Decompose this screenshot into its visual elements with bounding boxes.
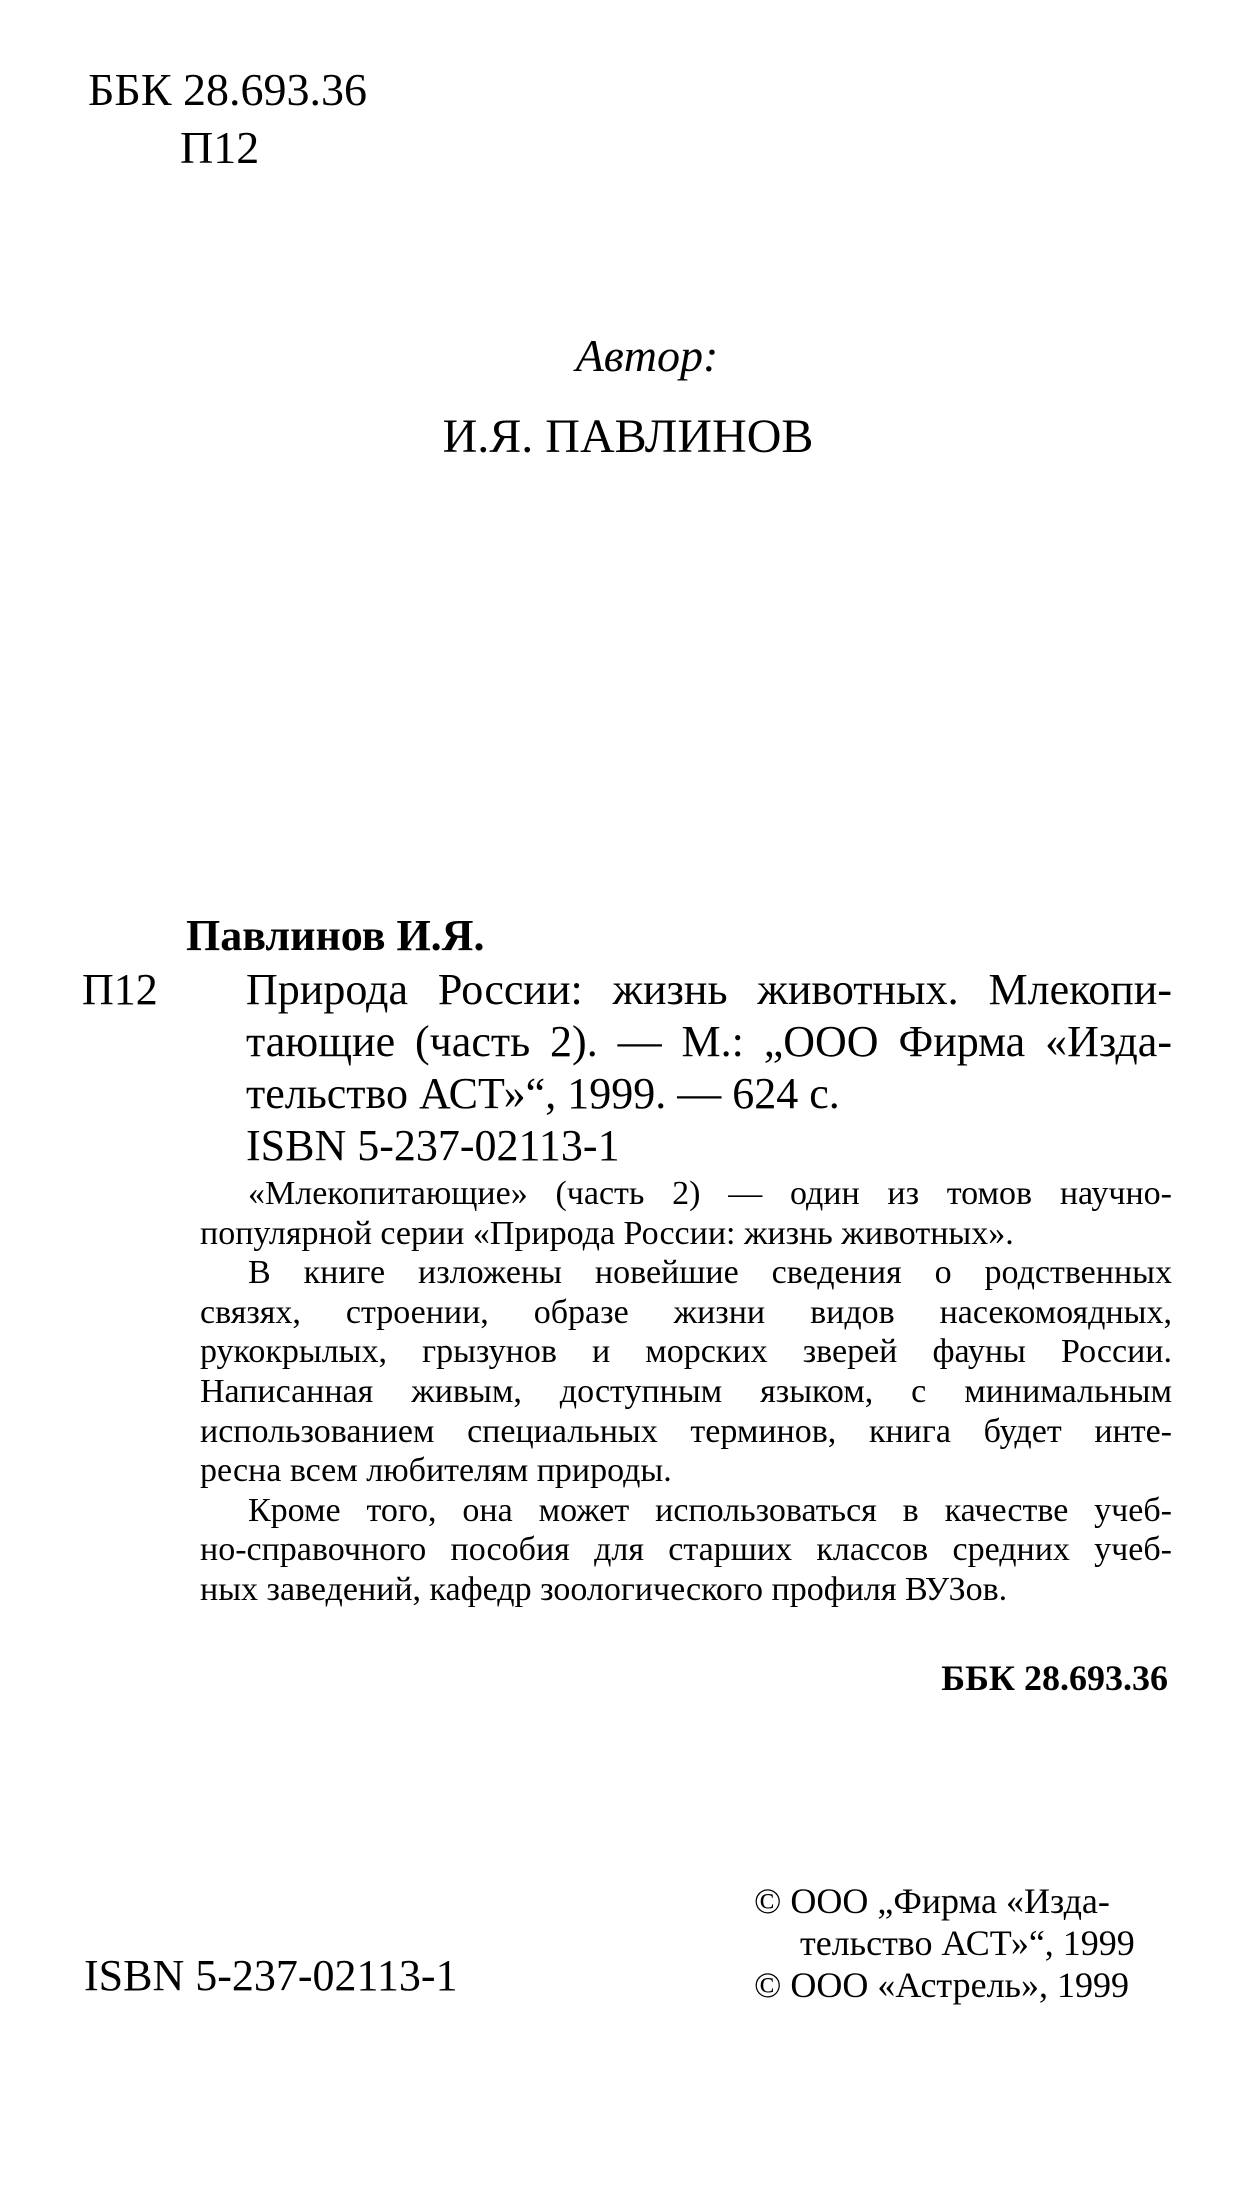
catalog-card-author: Павлинов И.Я. <box>186 911 485 960</box>
catalog-card-author-mark: П12 <box>82 965 158 1014</box>
author-label: Автор: <box>575 330 719 381</box>
catalog-line: Природа России: жизнь животных. Млекопи- <box>246 965 1172 1014</box>
catalog-line: тельство АСТ»“, 1999. — 624 с. <box>246 1069 840 1118</box>
annotation-line: В книге изложены новейшие сведения о родственных <box>248 1254 1172 1292</box>
catalog-isbn: ISBN 5-237-02113-1 <box>246 1121 620 1170</box>
annotation-line: но-справочного пособия для старших классов средних учеб- <box>200 1531 1172 1569</box>
author-mark-top: П12 <box>180 122 260 173</box>
isbn-number: ISBN 5-237-02113-1 <box>84 1951 458 2000</box>
annotation-line: Написанная живым, доступным языком, с минимальным <box>200 1372 1172 1410</box>
annotation-line: использованием специальных терминов, книга будет инте- <box>200 1412 1172 1450</box>
bbk-classification-top: ББК 28.693.36 <box>88 64 368 115</box>
annotation <box>200 1174 1172 1610</box>
annotation-line: ных заведений, кафедр зоологического профиля ВУЗов. <box>200 1570 1008 1608</box>
copyright-line: тельство АСТ»“, 1999 <box>800 1923 1135 1963</box>
annotation-line: связях, строении, образе жизни видов насекомоядных, <box>200 1293 1172 1331</box>
catalog-card-description <box>246 964 1172 1172</box>
copyright-block <box>754 1880 1135 2006</box>
annotation-line: Кроме того, она может использоваться в качестве учеб- <box>248 1491 1172 1529</box>
annotation-line: «Млекопитающие» (часть 2) — один из томов научно- <box>248 1175 1172 1212</box>
copyright-line: © ООО «Астрель», 1999 <box>754 1965 1129 2005</box>
annotation-line: рукокрылых, грызунов и морских зверей фауны России. <box>200 1333 1172 1371</box>
annotation-line: ресна всем любителям природы. <box>200 1452 672 1490</box>
copyright-line: © ООО „Фирма «Изда- <box>754 1881 1110 1921</box>
author-name: И.Я. ПАВЛИНОВ <box>442 410 814 463</box>
annotation-line: популярной серии «Природа России: жизнь животных». <box>200 1214 1014 1252</box>
catalog-line: тающие (часть 2). — М.: „ООО Фирма «Изда- <box>246 1017 1172 1066</box>
bbk-classification-bottom: ББК 28.693.36 <box>941 1658 1168 1698</box>
